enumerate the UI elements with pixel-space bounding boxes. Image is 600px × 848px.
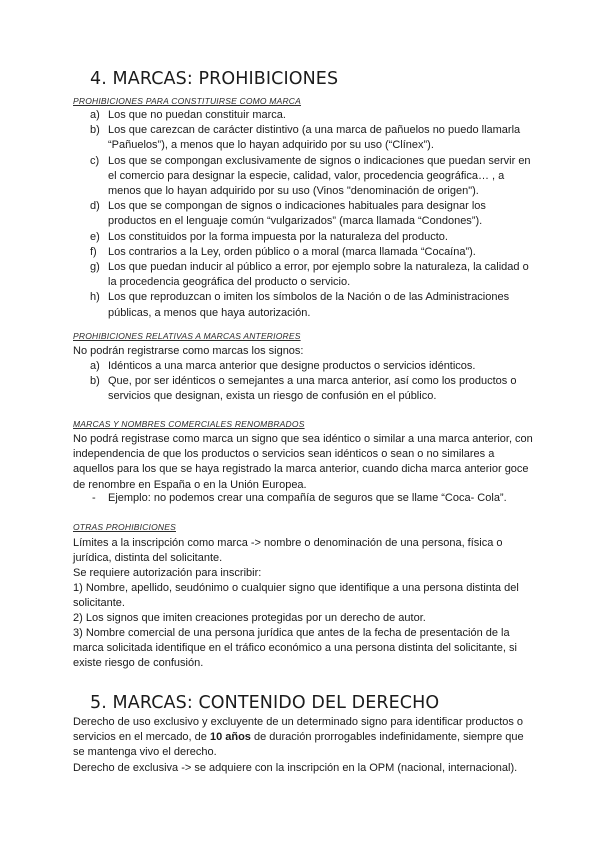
subheading-marcas-renombradas: MARCAS Y NOMBRES COMERCIALES RENOMBRADOS xyxy=(73,419,305,429)
list-marker: f) xyxy=(90,245,97,258)
list-item xyxy=(0,260,536,290)
list-item-text: Los que carezcan de carácter distintivo (a una marca de pañuelos no puedo llamarla “Pañuelos”), a menos que lo hayan adquirido por su uso (“Clínex”). xyxy=(108,124,521,152)
subheading-otras-prohibiciones: OTRAS PROHIBICIONES xyxy=(73,522,176,532)
list-item-text: Los que se compongan exclusivamente de signos o indicaciones que puedan servir en el comercio para designar la especie, calidad, valor, procedencia geográfica… , a menos que lo hayan adquirido por su uso (Vinos "denominación de origen"). xyxy=(108,154,531,198)
relative-prohibitions-list xyxy=(0,359,536,405)
list-marker: g) xyxy=(90,261,100,274)
list-marker: b) xyxy=(90,375,100,388)
paragraph: 3) Nombre comercial de una persona jurídica que antes de la fecha de presentación de la marca solicitada identifique en el tráfico económico a una persona distinta del solicitante, si existe riesgo de confusión. xyxy=(73,627,517,670)
list-marker: d) xyxy=(90,200,100,213)
paragraph: No podrá registrase como marca un signo que sea idéntico o similar a una marca anterior, con independencia de que los productos o servicios sean idénticos o sean o no similares a aquellos para los que se haya registrado la marca anterior, cuando dicha marca anterior goce de renombre en España o en la Unión Europea. xyxy=(73,433,533,491)
paragraph: 1) Nombre, apellido, seudónimo o cualquier signo que identifique a una persona distinta del solicitante. xyxy=(73,582,519,610)
list-marker: a) xyxy=(90,360,100,372)
list-item xyxy=(0,245,536,260)
paragraph-text: de duración prorrogables indefinidamente, siempre que se mantenga vivo el derecho. xyxy=(73,731,524,759)
list-item xyxy=(0,123,536,153)
section-4-title: 4. MARCAS: PROHIBICIONES xyxy=(90,69,339,89)
paragraph-text: Derecho de uso exclusivo y excluyente de un determinado signo para identificar productos o servicios en el mercado, de xyxy=(73,716,524,744)
list-item xyxy=(0,154,536,200)
section-5-title: 5. MARCAS: CONTENIDO DEL DERECHO xyxy=(90,693,440,713)
list-marker: a) xyxy=(90,109,100,121)
list-item xyxy=(0,359,536,374)
list-marker: e) xyxy=(90,230,100,243)
list-item-text: Idénticos a una marca anterior que designe productos o servicios idénticos. xyxy=(108,360,476,372)
paragraph: Derecho de exclusiva -> se adquiere con la inscripción en la OPM (nacional, internacional). xyxy=(73,762,518,774)
list-item xyxy=(0,108,536,123)
list-item-text: Los que puedan inducir al público a error, por ejemplo sobre la naturaleza, la calidad o la procedencia geográfica del producto o servicio. xyxy=(108,261,529,289)
bold-duration: 10 años xyxy=(209,731,251,744)
list-marker: c) xyxy=(90,154,100,167)
list-marker: b) xyxy=(90,124,100,137)
list-item-text: Que, por ser idénticos o semejantes a una marca anterior, así como los productos o servicios que designan, exista un riesgo de confusión en el público. xyxy=(108,375,517,403)
bullet-text: Ejemplo: no podemos crear una compañía de seguros que se llame “Coca- Cola”. xyxy=(108,492,507,504)
paragraph: Límites a la inscripción como marca -> nombre o denominación de una persona, física o jurídica, distinta del solicitante. xyxy=(73,537,503,565)
list-marker: h) xyxy=(90,291,100,304)
paragraph xyxy=(73,715,533,761)
paragraph: 2) Los signos que imiten creaciones protegidas por un derecho de autor. xyxy=(73,612,426,624)
list-item xyxy=(0,290,536,320)
subheading-prohibiciones-relativas: PROHIBICIONES RELATIVAS A MARCAS ANTERIORES xyxy=(73,331,301,341)
list-item-text: Los que no puedan constituir marca. xyxy=(108,109,286,121)
list-item xyxy=(0,374,536,404)
subheading-prohibiciones-constituirse: PROHIBICIONES PARA CONSTITUIRSE COMO MARCA xyxy=(73,96,302,106)
list-item xyxy=(0,199,536,229)
paragraph: No podrán registrarse como marcas los signos: xyxy=(73,345,304,357)
list-item-text: Los contrarios a la Ley, orden público o a moral (marca llamada “Cocaína”). xyxy=(108,245,476,258)
list-item-text: Los constituidos por la forma impuesta por la naturaleza del producto. xyxy=(108,230,448,243)
list-item-text: Los que reproduzcan o imiten los símbolos de la Nación o de las Administraciones públicas, a menos que haya autorización. xyxy=(108,291,510,319)
list-item xyxy=(0,230,536,245)
paragraph: Se requiere autorización para inscribir: xyxy=(73,567,262,579)
example-bullet xyxy=(0,491,528,506)
bullet-marker: - xyxy=(92,492,96,504)
prohibitions-list xyxy=(0,108,536,321)
list-item-text: Los que se compongan de signos o indicaciones habituales para designar los productos en el lenguaje común “vulgarizados” (marca llamada “Condones”). xyxy=(108,200,486,228)
